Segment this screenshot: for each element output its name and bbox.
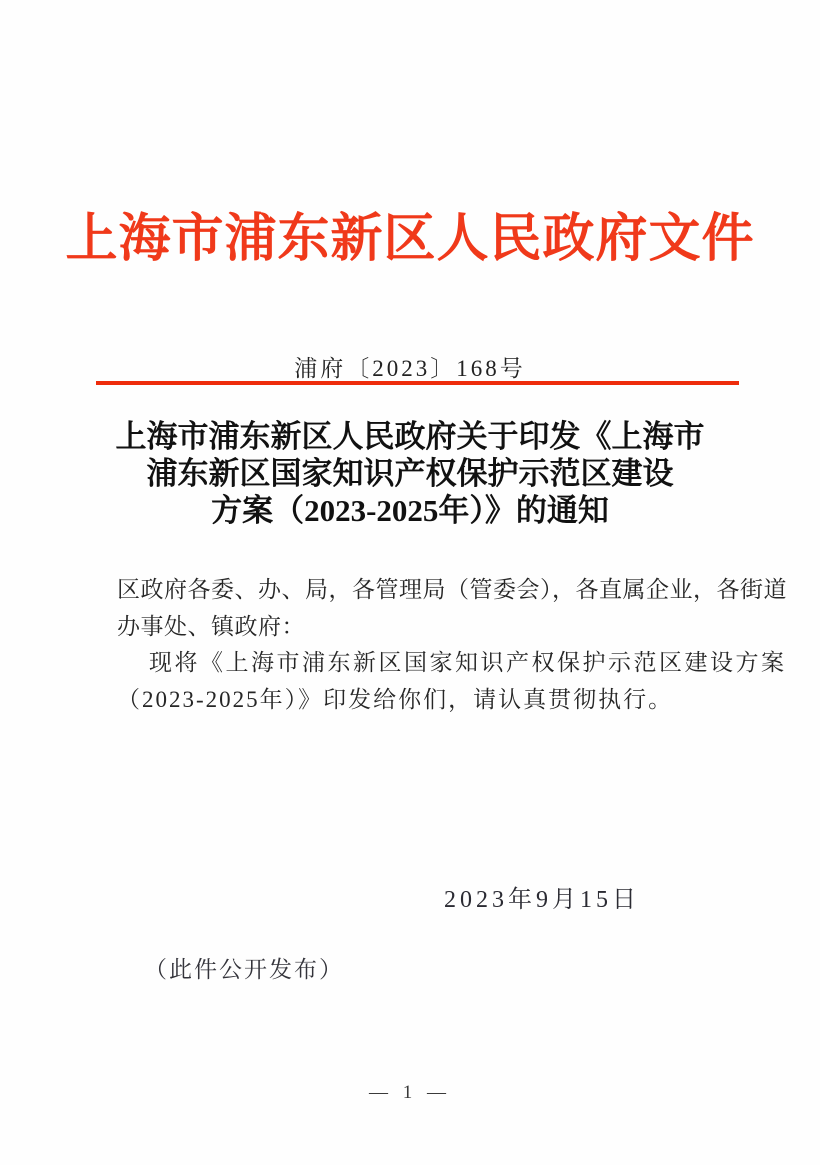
- body-paragraph-line-1: 现将《上海市浦东新区国家知识产权保护示范区建设方案: [149, 650, 787, 675]
- document-title-line-3: 方案（2023-2025年）》的通知: [211, 493, 609, 528]
- document-title-line-2: 浦东新区国家知识产权保护示范区建设: [146, 456, 674, 491]
- document-title-line-1: 上海市浦东新区人民政府关于印发《上海市: [115, 419, 705, 454]
- public-release-note: （此件公开发布）: [144, 957, 344, 982]
- body-salutation-line-2: 办事处、镇政府：: [117, 613, 305, 639]
- body-salutation-line-1: 区政府各委、办、局，各管理局（管委会），各直属企业，各街道: [117, 577, 787, 602]
- document-number: 浦府〔2023〕168号: [294, 356, 526, 381]
- document-title: [0, 418, 820, 529]
- red-divider-rule: [96, 381, 739, 385]
- document-header-title: 上海市浦东新区人民政府文件: [65, 211, 755, 268]
- document-date: 2023年9月15日: [444, 887, 640, 913]
- document-body: [117, 572, 787, 718]
- page-number: — 1 —: [369, 1082, 451, 1103]
- body-paragraph-line-2: （2023-2025年）》印发给你们，请认真贯彻执行。: [117, 686, 674, 712]
